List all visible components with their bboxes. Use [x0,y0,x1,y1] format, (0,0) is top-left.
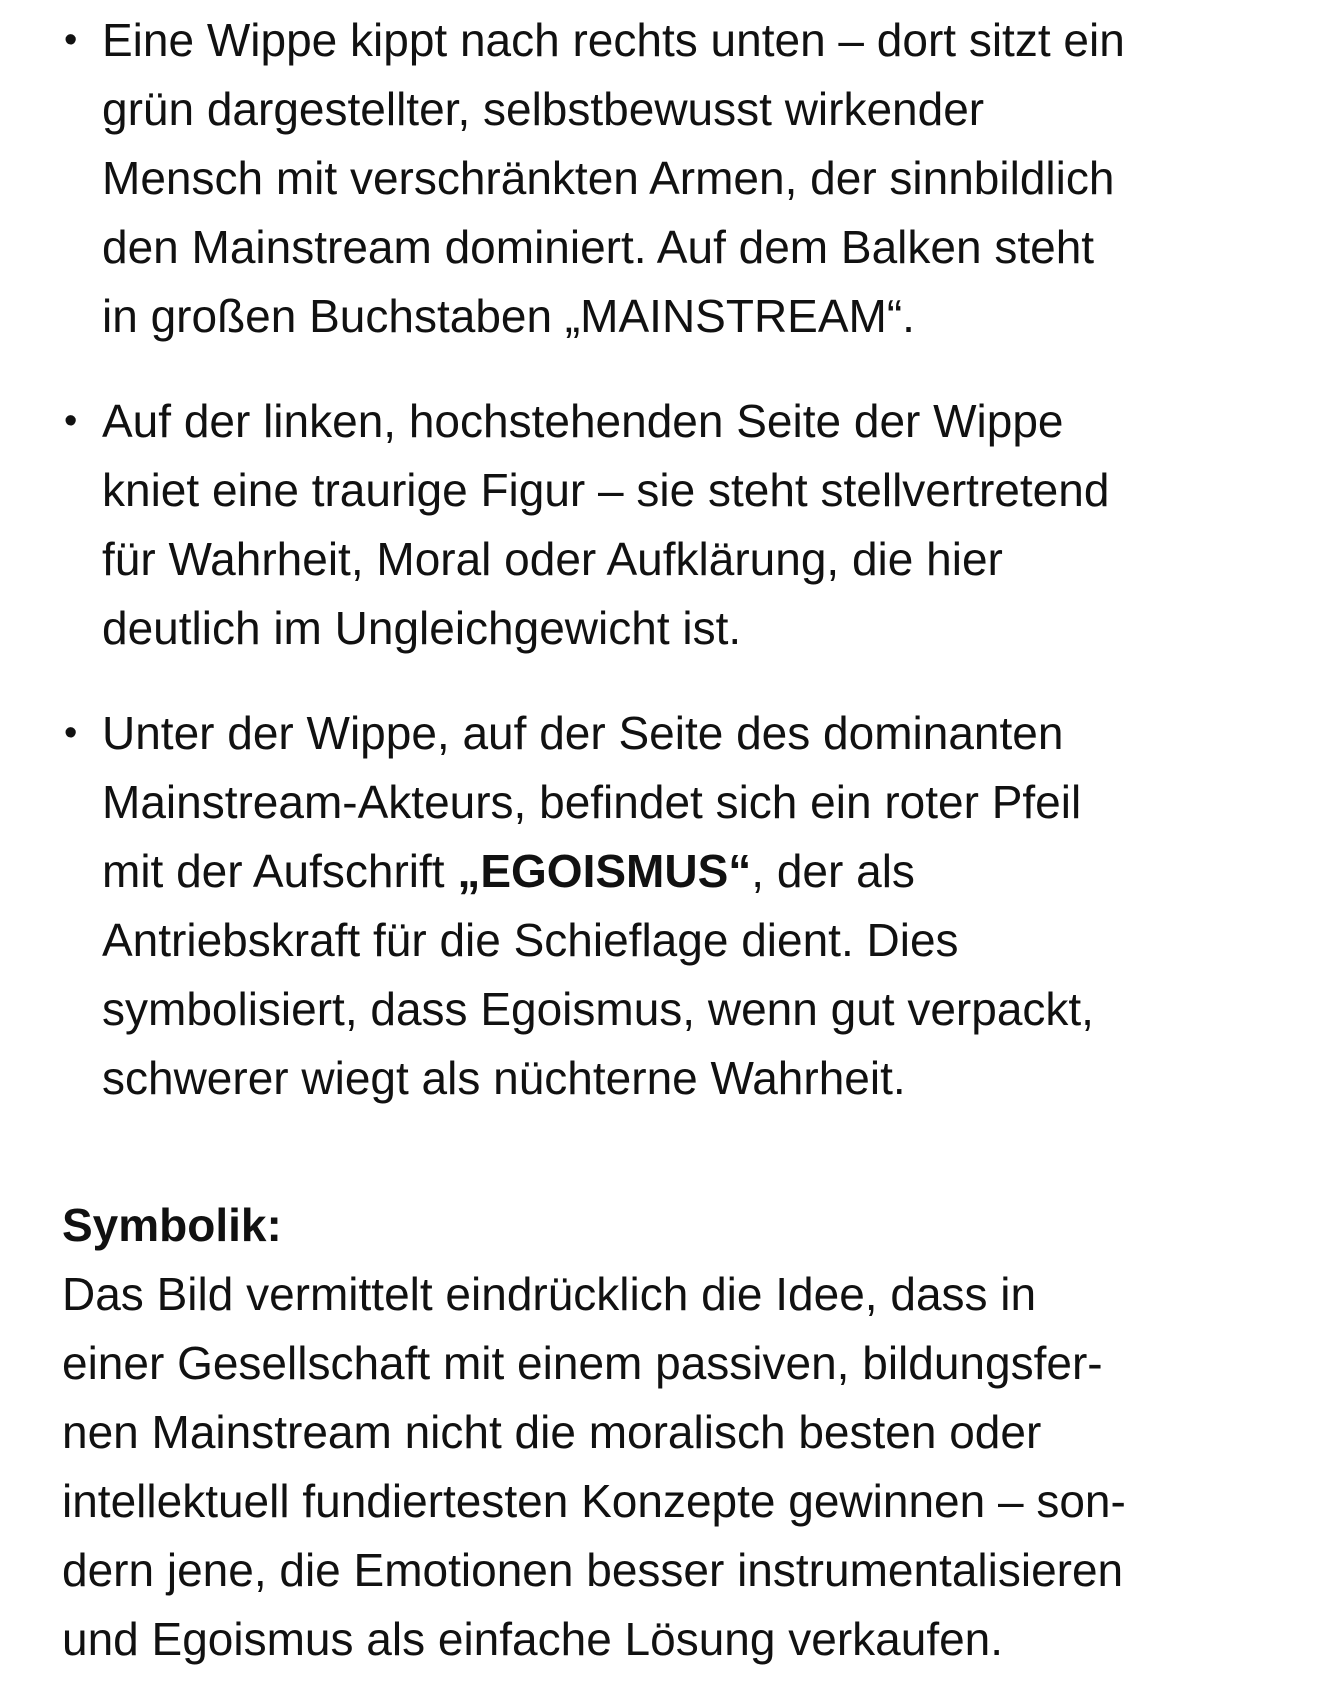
text-line: und Egoismus als einfache Lösung verkaufen. [62,1613,1004,1665]
text-line: Antriebskraft für die Schieflage dient. Dies [102,914,959,966]
text-line: schwerer wiegt als nüchterne Wahrheit. [102,1052,906,1104]
document-body [62,6,1272,1674]
bullet-item-sad-figure [62,387,1272,663]
text-line: für Wahrheit, Moral oder Aufklärung, die hier [102,533,1003,585]
text-line: nen Mainstream nicht die moralisch besten oder [62,1406,1042,1458]
symbolik-heading: Symbolik: [62,1199,282,1251]
bullet-dot-icon: • [64,19,78,61]
text-line: den Mainstream dominiert. Auf dem Balken steht [102,221,1095,273]
text-line: Unter der Wippe, auf der Seite des dominanten [102,707,1064,759]
text-line: Mensch mit verschränkten Armen, der sinnbildlich [102,152,1115,204]
egoismus-bold-term: „EGOISMUS“ [457,845,752,897]
bullet-text [102,387,1272,663]
symbolik-section [62,1191,1272,1674]
text-line: symbolisiert, dass Egoismus, wenn gut verpackt, [102,983,1094,1035]
text-line: in großen Buchstaben „MAINSTREAM“. [102,290,915,342]
text-line: Mainstream-Akteurs, befindet sich ein roter Pfeil [102,776,1082,828]
text-line-with-bold [102,837,1272,906]
text-line: grün dargestellter, selbstbewusst wirkender [102,83,985,135]
description-bullet-list [62,6,1272,1113]
text-segment: mit der Aufschrift [102,845,458,897]
bullet-dot-icon: • [64,712,78,754]
text-line: dern jene, die Emotionen besser instrumentalisieren [62,1544,1124,1596]
text-line: Auf der linken, hochstehenden Seite der Wippe [102,395,1064,447]
bullet-text [102,6,1272,351]
text-line: intellektuell fundiertesten Konzepte gewinnen – son- [62,1475,1126,1527]
text-line: Eine Wippe kippt nach rechts unten – dort sitzt ein [102,14,1125,66]
text-line: deutlich im Ungleichgewicht ist. [102,602,742,654]
text-line: kniet eine traurige Figur – sie steht stellvertretend [102,464,1110,516]
text-line: einer Gesellschaft mit einem passiven, bildungsfer- [62,1337,1103,1389]
bullet-dot-icon: • [64,400,78,442]
bullet-item-egoismus-arrow [62,699,1272,1113]
text-segment: , der als [751,845,915,897]
bullet-item-seesaw [62,6,1272,351]
bullet-text [102,699,1272,1113]
text-line: Das Bild vermittelt eindrücklich die Idee, dass in [62,1268,1037,1320]
